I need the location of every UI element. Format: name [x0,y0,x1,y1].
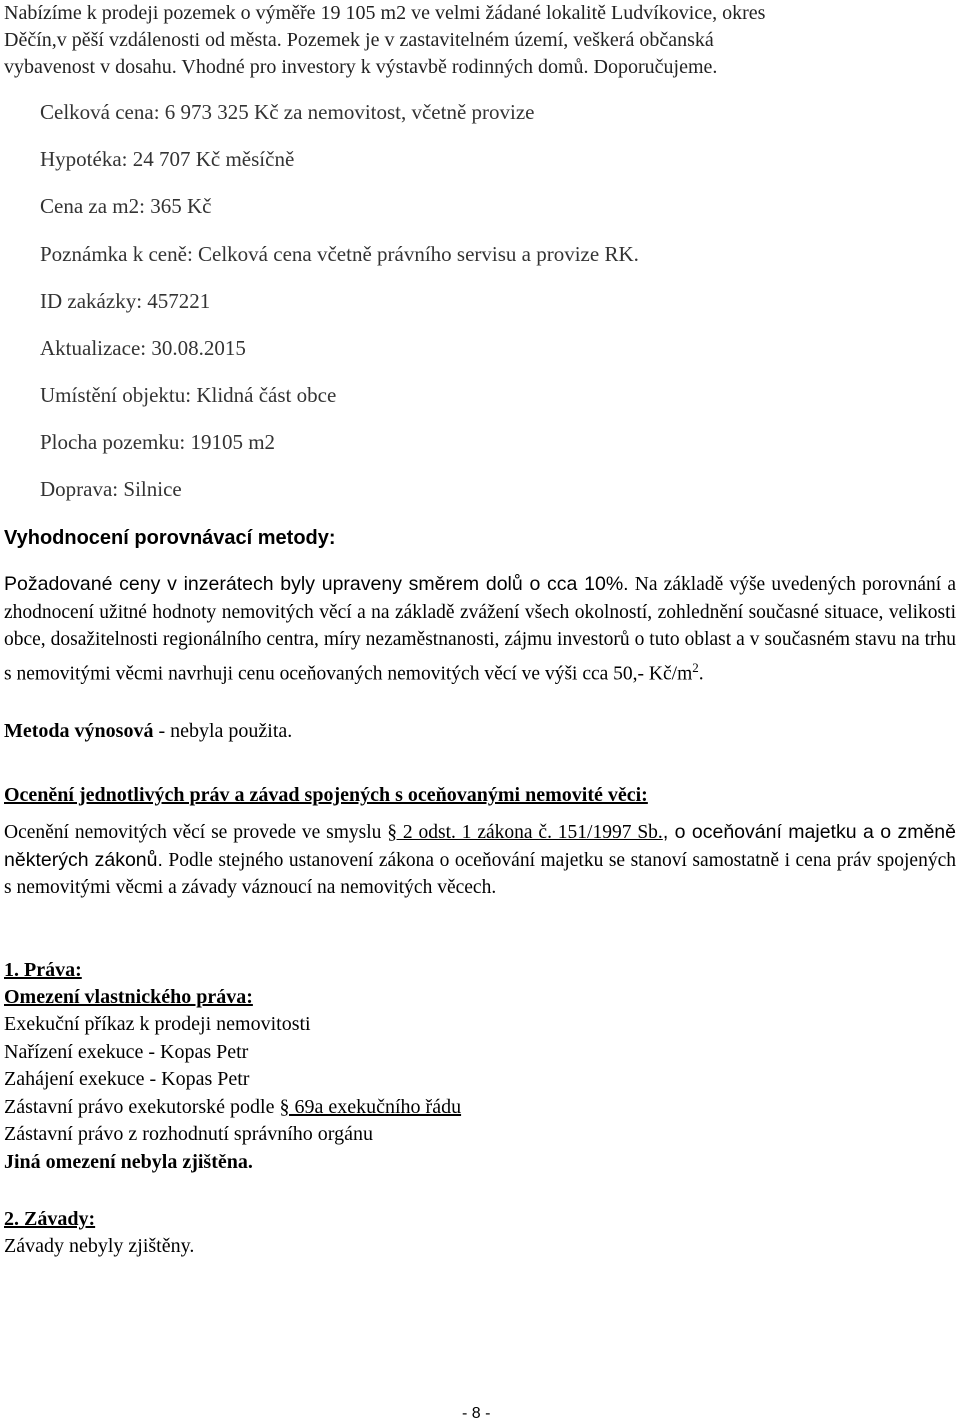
detail-location: Umístění objektu: Klidná část obce [40,383,337,407]
detail-mortgage: Hypotéka: 24 707 Kč měsíčně [40,147,295,171]
law-reference-link[interactable]: § 2 odst. 1 zákona č. 151/1997 Sb. [387,822,663,843]
rights-text-1: Ocenění nemovitých věcí se provede ve smyslu [4,822,388,843]
rights-text-2: , o oceňování majetku a o změně některých zákonů. [4,821,956,871]
evaluation-heading: Vyhodnocení porovnávací metody: [4,527,336,549]
income-method-label: Metoda výnosová [4,720,154,742]
section-rights-title: 1. Práva: [4,959,82,981]
detail-plot-area: Plocha pozemku: 19105 m2 [40,430,276,454]
listing-line: Nabízíme k prodeji pozemek o výměře 19 105 m2 ve velmi žádané lokalitě Ludvíkovice, okres [4,2,766,24]
enforcement-code-link[interactable]: § 69a exekučního řádu [279,1096,462,1118]
evaluation-sentence-1: Požadované ceny v inzerátech byly upraveny směrem dolů o cca 10%. [4,573,629,595]
section-rights-heading [4,957,82,985]
rights-paragraph [4,819,956,902]
listing-line: Děčín,v pěší vzdálenosti od města. Pozemek je v zastavitelném území, veškerá občanská [4,29,714,51]
restriction-item: Exekuční příkaz k prodeji nemovitosti [4,1013,311,1035]
detail-transport: Doprava: Silnice [40,477,182,501]
listing-description [4,0,924,81]
restriction-item: Zahájení exekuce - Kopas Petr [4,1068,250,1090]
rights-heading: Ocenění jednotlivých práv a závad spojených s oceňovanými nemovité věci: [4,784,648,806]
restriction-item [4,1094,461,1122]
listing-line: vybavenost v dosahu. Vhodné pro investory k výstavbě rodinných domů. Doporučujeme. [4,56,718,78]
detail-price-per-m2: Cena za m2: 365 Kč [40,194,212,218]
defects-text: Závady nebyly zjištěny. [4,1235,195,1257]
detail-price-note: Poznámka k ceně: Celková cena včetně právního servisu a provize RK. [40,242,639,266]
detail-order-id: ID zakázky: 457221 [40,289,211,313]
evaluation-paragraph [4,571,956,688]
income-method-text: - nebyla použita. [153,720,293,742]
income-method [4,718,292,746]
evaluation-end: . [698,663,704,684]
section-defects-heading [4,1206,95,1234]
evaluation-sentence-2: Na základě výše uvedených porovnání a zhodnocení užitné hodnoty nemovitých věcí a na základě zvážení všech okolností, zohlednění současné situace, velikosti obce, dosažitelnosti regionálního centra, míry nezaměstnanosti, zájmu investorů o tuto oblast a v současném stavu na trhu s nemovitými věcmi navrhuji cenu oceňovaných nemovitých věcí ve výši cca 50,- Kč/m [4,574,957,684]
unit-superscript: 2 [692,659,699,675]
page-number: - 8 - [462,1405,491,1422]
restriction-item: Zástavní právo z rozhodnutí správního orgánu [4,1123,373,1145]
restriction-item-text: Zástavní právo exekutorské podle [4,1096,280,1118]
ownership-restriction-heading [4,984,253,1012]
ownership-restriction-title: Omezení vlastnického práva: [4,986,253,1008]
restriction-item: Nařízení exekuce - Kopas Petr [4,1041,249,1063]
detail-updated: Aktualizace: 30.08.2015 [40,336,246,360]
section-defects-title: 2. Závady: [4,1208,96,1230]
detail-total-price: Celková cena: 6 973 325 Kč za nemovitost, včetně provize [40,100,535,124]
no-other-restrictions-text: Jiná omezení nebyla zjištěna. [4,1151,253,1173]
no-other-restrictions [4,1149,253,1177]
rights-text-3: Podle stejného ustanovení zákona o oceňování majetku se stanoví samostatně i cena práv spojených s nemovitými věcmi a závady váznoucí na nemovitých věcech. [4,849,956,898]
